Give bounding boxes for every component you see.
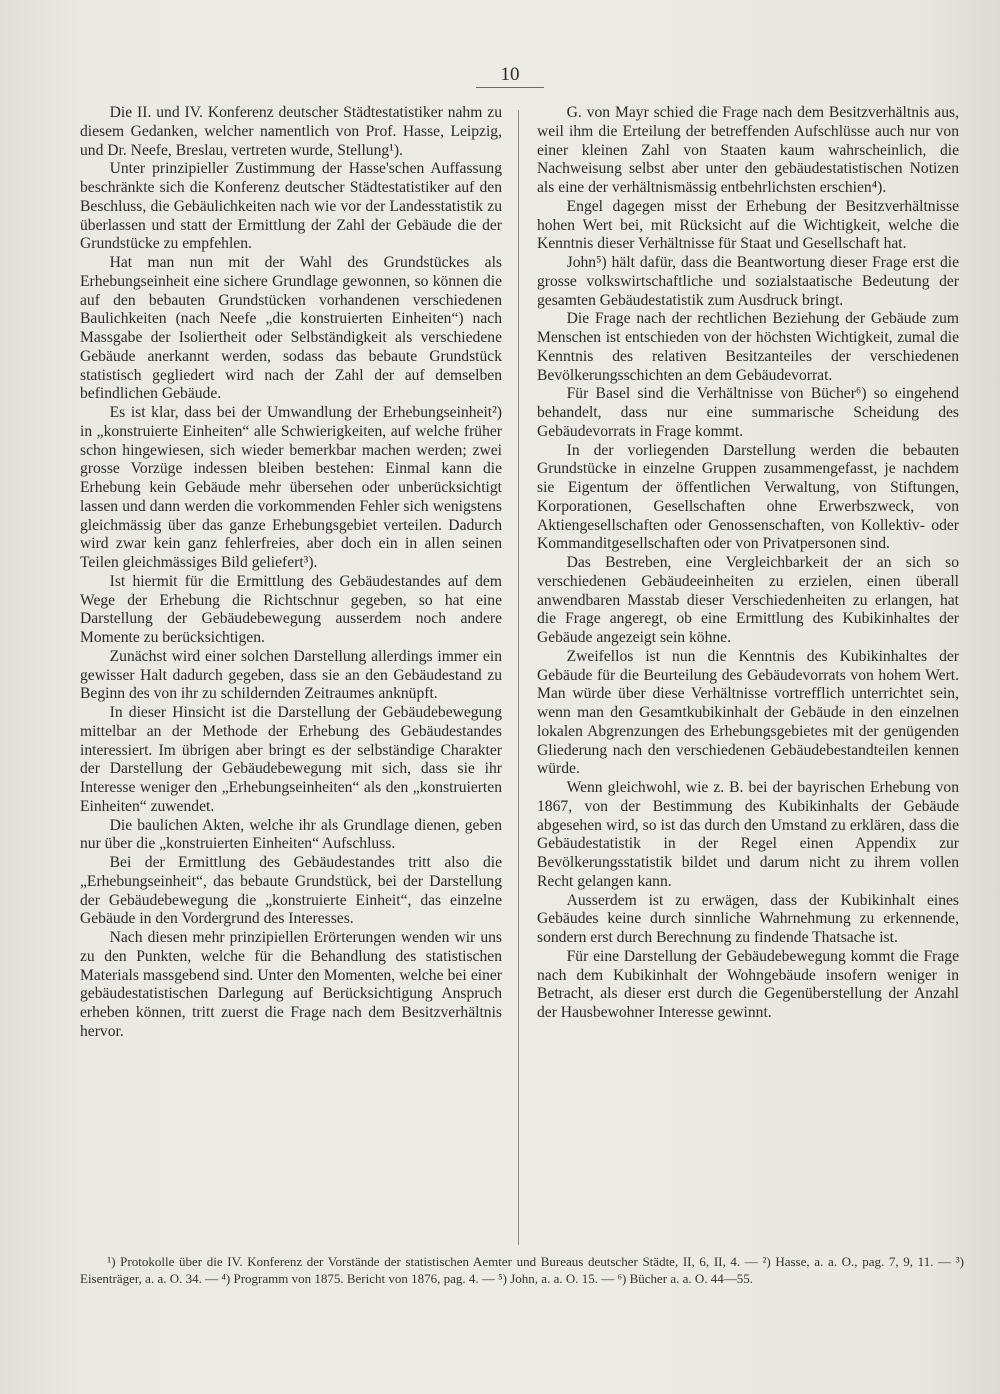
- paragraph: Zunächst wird einer solchen Darstellung allerdings immer ein gewisser Halt dadurch gegeben, dass sie an den Gebäudestand zu Beginn des von ihr zu schildernden Zeitraumes anknüpft.: [80, 647, 502, 703]
- paragraph: Hat man nun mit der Wahl des Grundstückes als Erhebungseinheit eine sichere Grundlage gewonnen, so können die auf den bebauten Grundstücken vorhandenen verschiedenen Baulichkeiten (nach Neefe „die konstruierten Einheiten“) nach Massgabe der Isoliertheit oder Selbständigkeit als verschiedene Gebäude anerkannt werden, sodass das bebaute Grundstück statistisch gegliedert wird nach der Zahl der auf demselben befindlichen Gebäude.: [80, 254, 502, 403]
- paragraph: Bei der Ermittlung des Gebäudestandes tritt also die „Erhebungseinheit“, das bebaute Grundstück, bei der Darstellung der Gebäudebewegung die „konstruierte Einheit“, das einzelne Gebäude in den Vordergrund des Interesses.: [80, 854, 502, 928]
- paragraph: Für Basel sind die Verhältnisse von Bücher⁶) so eingehend behandelt, dass nur eine summarische Scheidung des Gebäudevorrats in Frage kommt.: [537, 385, 959, 440]
- paragraph: Wenn gleichwohl, wie z. B. bei der bayrischen Erhebung von 1867, von der Bestimmung des Kubikinhalts der Gebäude abgesehen wird, so ist das durch den Umstand zu erklären, dass die Gebäudestatistik in der Regel einen Appendix zur Bevölkerungsstatistik bildet und darum nicht zu ihrem vollen Recht gelangen kann.: [537, 779, 959, 890]
- paragraph: Für eine Darstellung der Gebäudebewegung kommt die Frage nach dem Kubikinhalt der Wohngebäude insofern weniger in Betracht, als dieser erst durch die Gegenüberstellung der Anzahl der Hausbewohner Interesse gewinnt.: [537, 947, 959, 1021]
- footnote-rule: [80, 1248, 962, 1249]
- paragraph: Nach diesen mehr prinzipiellen Erörterungen wenden wir uns zu den Punkten, welche für die Behandlung des statistischen Materials massgebend sind. Unter den Momenten, welche bei einer gebäudestatistischen Darlegung auf Berücksichtigung Anspruch erheben können, tritt zuerst die Frage nach dem Besitzverhältnis hervor.: [80, 929, 502, 1040]
- paragraph: Unter prinzipieller Zustimmung der Hasse'schen Auffassung beschränkte sich die Konferenz deutscher Städtestatistiker auf den Beschluss, die Gebäulichkeiten nach wie vor der Landesstatistik zu überlassen und statt der Ermittlung der Zahl der Gebäude die der Grundstücke zu empfehlen.: [80, 160, 502, 253]
- paragraph: Das Bestreben, eine Vergleichbarkeit der an sich so verschiedenen Gebäudeeinheiten zu erzielen, einen überall anwendbaren Masstab dieser Verschiedenheiten zu erlangen, hat die Frage angeregt, ob eine Ermittlung des Kubikinhaltes der Gebäude angezeigt sein köhne.: [537, 554, 959, 646]
- header-rule: [476, 87, 544, 88]
- paragraph: Die baulichen Akten, welche ihr als Grundlage dienen, geben nur über die „konstruierten Einheiten“ Aufschluss.: [80, 816, 502, 853]
- paragraph: Zweifellos ist nun die Kenntnis des Kubikinhaltes der Gebäude für die Beurteilung des Gebäudevorrats von hohem Wert. Man würde über diese Verhältnisse vortrefflich unterrichtet sein, wenn man den Gesamtkubikinhalt der Gebäude in den einzelnen lokalen Abgrenzungen des Erhebungsgebietes mit der genügenden Gliederung nach den verschiedenen Gebäudebestandteilen kennen würde.: [537, 647, 959, 778]
- paragraph: Die II. und IV. Konferenz deutscher Städtestatistiker nahm zu diesem Gedanken, welcher namentlich von Prof. Hasse, Leipzig, und Dr. Neefe, Breslau, vertreten wurde, Stellung¹).: [80, 104, 502, 159]
- left-column: [80, 104, 502, 1042]
- paragraph: In der vorliegenden Darstellung werden die bebauten Grundstücke in einzelne Gruppen zusammengefasst, je nachdem sie Eigentum der öffentlichen Verwaltung, von Stiftungen, Korporationen, Gesellschaften ohne Erwerbszweck, von Aktiengesellschaften oder Genossenschaften, von Kollektiv- oder Kommanditgesellschaften oder von Privatpersonen sind.: [537, 441, 959, 553]
- paragraph: Ausserdem ist zu erwägen, dass der Kubikinhalt eines Gebäudes keine durch sinnliche Wahrnehmung zu erkennende, sondern erst durch Berechnung zu findende Thatsache ist.: [537, 891, 959, 946]
- right-column: [537, 104, 959, 1023]
- paragraph: Engel dagegen misst der Erhebung der Besitzverhältnisse hohen Wert bei, mit Rücksicht auf die Wichtigkeit, welche die Kenntnis dieser Verhältnisse für Staat und Gesellschaft hat.: [537, 197, 959, 253]
- paragraph: Es ist klar, dass bei der Umwandlung der Erhebungseinheit²) in „konstruierte Einheiten“ alle Schwierigkeiten, auf welche früher schon hingewiesen, sich wieder bemerkbar machen werden; zwei grosse Vorzüge indessen bleiben bestehen: Einmal kann die Erhebung kein Gebäude mehr übersehen oder unberücksichtigt lassen und dann werden die vorkommenden Fehler sich wenigstens gleichmässig über das ganze Erhebungsgebiet verteilen. Dadurch wird zwar kein ganz fehlerfreies, aber doch ein in allen seinen Teilen gleichmässiges Bild geliefert³).: [80, 404, 502, 571]
- footnotes: [80, 1253, 964, 1287]
- footnote-text: ¹) Protokolle über die IV. Konferenz der Vorstände der statistischen Aemter und Bureaus deutscher Städte, II, 6, II, 4. — ²) Hasse, a. a. O., pag. 7, 9, 11. — ³) Eisenträger, a. a. O. 34. — ⁴) Programm von 1875. Bericht von 1876, pag. 4. — ⁵) John, a. a. O. 15. — ⁶) Bücher a. a. O. 44—55.: [80, 1254, 964, 1287]
- paragraph: Die Frage nach der rechtlichen Beziehung der Gebäude zum Menschen ist entschieden von der höchsten Wichtigkeit, zumal die Kenntnis des relativen Besitzanteiles der verschiedenen Bevölkerungsschichten an dem Gebäudevorrat.: [537, 310, 959, 384]
- paragraph: In dieser Hinsicht ist die Darstellung der Gebäudebewegung mittelbar an der Methode der Erhebung des Gebäudestandes interessiert. Im übrigen aber bringt es der selbständige Charakter der Darstellung der Gebäudebewegung mit sich, dass sie ihr Interesse weniger den „Erhebungseinheiten“ als den „konstruierten Einheiten“ zuwendet.: [80, 704, 502, 815]
- paragraph: G. von Mayr schied die Frage nach dem Besitzverhältnis aus, weil ihm die Erteilung der betreffenden Aufschlüsse auch nur von einer kleinen Zahl von Staaten kaum wahrscheinlich, die Nachweisung selbst aber unter den gebäudestatistischen Notizen als eine der verhältnismässig entbehrlichsten erschien⁴).: [537, 104, 959, 196]
- column-divider: [518, 110, 519, 1245]
- paragraph: John⁵) hält dafür, dass die Beantwortung dieser Frage erst die grosse volkswirtschaftliche und sozialstaatische Bedeutung der gesamten Gebäudestatistik zum Ausdruck bringt.: [537, 254, 959, 309]
- paragraph: Ist hiermit für die Ermittlung des Gebäudestandes auf dem Wege der Erhebung die Richtschnur gegeben, so hat eine Darstellung der Gebäudebewegung ausserdem noch andere Momente zu berücksichtigen.: [80, 572, 502, 646]
- page-number: 10: [500, 64, 520, 85]
